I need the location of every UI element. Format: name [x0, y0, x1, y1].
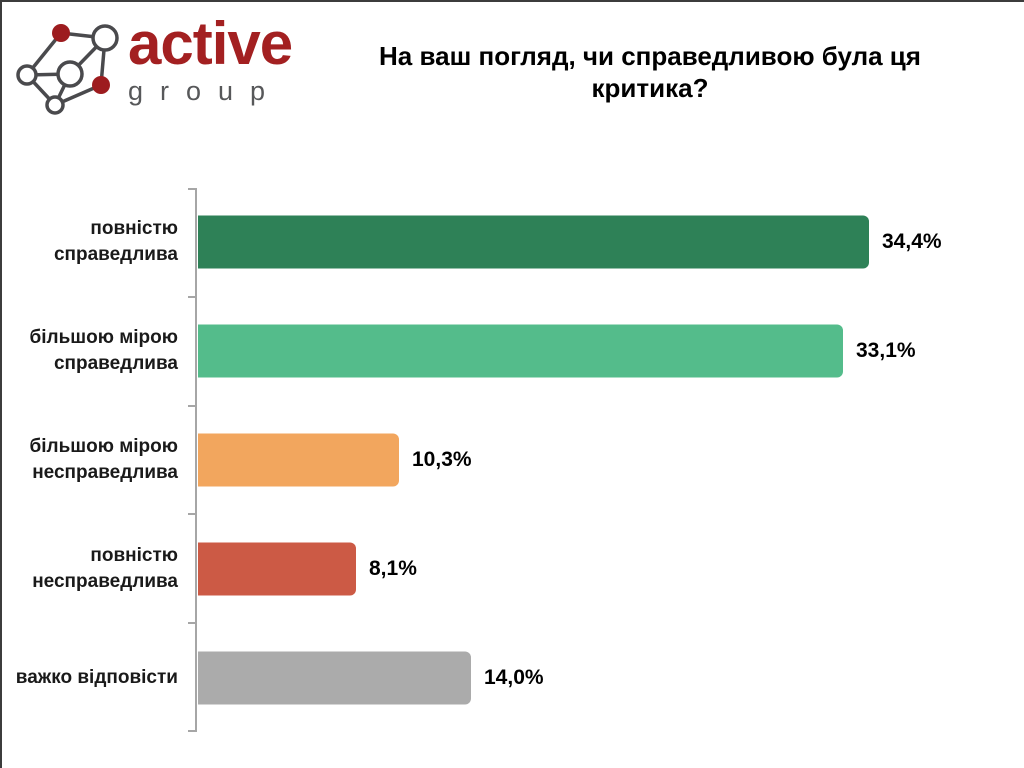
- logo-sub-text: group: [128, 76, 283, 106]
- value-label: 14,0%: [484, 665, 544, 689]
- bar: [198, 433, 399, 486]
- chart-row: [0, 406, 1024, 515]
- value-label: 33,1%: [856, 339, 916, 363]
- bar: [198, 216, 869, 269]
- category-label: повністю несправедлива: [32, 544, 178, 592]
- chart-row: [0, 188, 1024, 297]
- logo-wordmark: [128, 10, 318, 106]
- chart-row: [0, 514, 1024, 623]
- active-group-logo-icon: [6, 4, 126, 124]
- chart-row: [0, 297, 1024, 406]
- value-label: 10,3%: [412, 447, 472, 471]
- value-label: 34,4%: [882, 230, 942, 254]
- chart-plot: [0, 188, 1024, 732]
- category-label: більшою мірою несправедлива: [29, 435, 178, 483]
- logo-brand-text: active: [128, 10, 293, 77]
- chart-title: На ваш погляд, чи справедливою була ця критика?: [379, 41, 921, 103]
- chart-row: [0, 623, 1024, 732]
- category-label: важко відповісти: [15, 666, 178, 688]
- category-label: повністю справедлива: [53, 218, 178, 266]
- bar: [198, 651, 471, 704]
- bar: [198, 542, 356, 595]
- category-label: більшою мірою справедлива: [29, 327, 178, 375]
- value-label: 8,1%: [369, 556, 417, 580]
- bar: [198, 325, 843, 378]
